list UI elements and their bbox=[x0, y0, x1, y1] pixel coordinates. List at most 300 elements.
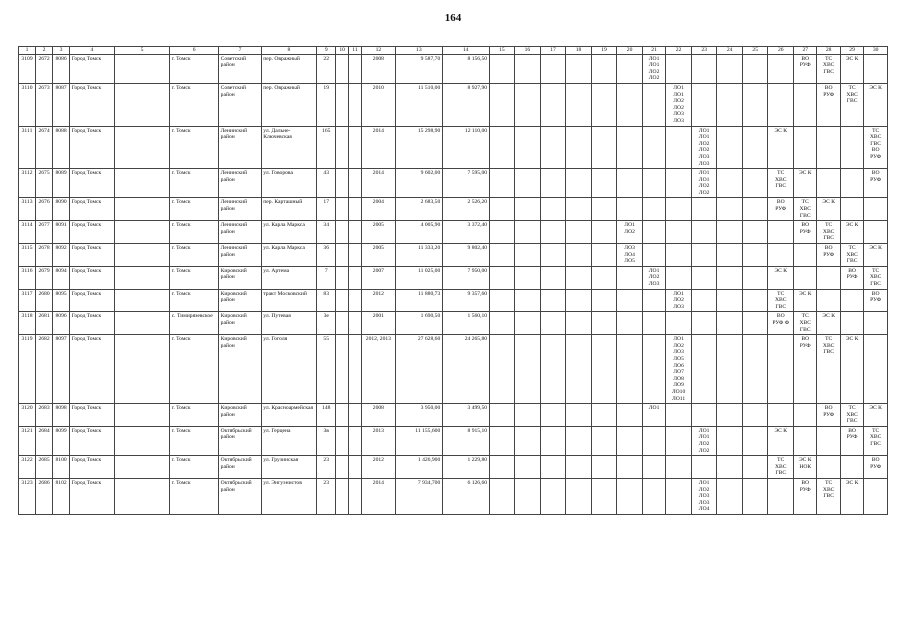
cell-col-16 bbox=[515, 335, 541, 404]
cell-col-10 bbox=[336, 312, 349, 335]
cell-col-19 bbox=[591, 312, 617, 335]
cell-col-1: 3110 bbox=[19, 83, 36, 126]
column-header-28: 28 bbox=[817, 47, 840, 55]
cell-col-14: 8 915,10 bbox=[442, 426, 489, 455]
cell-col-2: 2672 bbox=[36, 54, 53, 83]
cell-col-16 bbox=[515, 426, 541, 455]
cell-col-29 bbox=[840, 456, 863, 479]
cell-col-10 bbox=[336, 198, 349, 221]
table-row bbox=[19, 456, 888, 479]
column-header-25: 25 bbox=[742, 47, 768, 55]
cell-col-3: 8098 bbox=[53, 404, 70, 427]
cell-col-28: ВО РУФ bbox=[817, 83, 840, 126]
cell-col-12: 2014 bbox=[361, 126, 395, 169]
cell-col-29: ВО РУФ bbox=[840, 266, 863, 289]
cell-col-1: 3123 bbox=[19, 479, 36, 515]
cell-col-5 bbox=[114, 198, 169, 221]
cell-col-8: ул. Гоголя bbox=[261, 335, 316, 404]
cell-col-9: 7 bbox=[317, 266, 336, 289]
cell-col-19 bbox=[591, 221, 617, 244]
cell-col-30 bbox=[864, 221, 888, 244]
cell-col-25 bbox=[742, 404, 768, 427]
cell-col-29: ЭС К bbox=[840, 54, 863, 83]
cell-col-1: 3116 bbox=[19, 266, 36, 289]
cell-col-17 bbox=[540, 289, 566, 312]
cell-col-20 bbox=[617, 169, 643, 198]
cell-col-27 bbox=[794, 404, 817, 427]
column-header-6: 6 bbox=[170, 47, 219, 55]
cell-col-21: ЛО1 ЛО2 ЛО3 bbox=[642, 266, 665, 289]
cell-col-25 bbox=[742, 266, 768, 289]
column-header-1: 1 bbox=[19, 47, 36, 55]
cell-col-4: Город Томск bbox=[70, 426, 115, 455]
column-header-19: 19 bbox=[591, 47, 617, 55]
cell-col-7: Октябрьский район bbox=[219, 456, 262, 479]
cell-col-21: ЛО1 ЛО1 ЛО2 ЛО2 bbox=[642, 54, 665, 83]
cell-col-8: ул. Красноармейская bbox=[261, 404, 316, 427]
cell-col-21 bbox=[642, 244, 665, 267]
cell-col-4: Город Томск bbox=[70, 126, 115, 169]
cell-col-18 bbox=[566, 126, 592, 169]
cell-col-2: 2684 bbox=[36, 426, 53, 455]
cell-col-13: 11 333,20 bbox=[395, 244, 442, 267]
cell-col-1: 3118 bbox=[19, 312, 36, 335]
column-header-3: 3 bbox=[53, 47, 70, 55]
cell-col-13: 11 025,00 bbox=[395, 266, 442, 289]
cell-col-1: 3120 bbox=[19, 404, 36, 427]
cell-col-26 bbox=[768, 221, 794, 244]
cell-col-12: 2013 bbox=[361, 426, 395, 455]
cell-col-29 bbox=[840, 126, 863, 169]
cell-col-8: ул. Карла Маркса bbox=[261, 221, 316, 244]
column-header-16: 16 bbox=[515, 47, 541, 55]
cell-col-28: ЭС К bbox=[817, 312, 840, 335]
cell-col-5 bbox=[114, 289, 169, 312]
cell-col-18 bbox=[566, 169, 592, 198]
cell-col-14: 9 802,40 bbox=[442, 244, 489, 267]
cell-col-24 bbox=[717, 169, 743, 198]
cell-col-24 bbox=[717, 456, 743, 479]
cell-col-4: Город Томск bbox=[70, 456, 115, 479]
cell-col-3: 8095 bbox=[53, 289, 70, 312]
table-row bbox=[19, 289, 888, 312]
cell-col-13: 4 005,90 bbox=[395, 221, 442, 244]
cell-col-3: 8091 bbox=[53, 221, 70, 244]
cell-col-2: 2673 bbox=[36, 83, 53, 126]
cell-col-8: тракт Московский bbox=[261, 289, 316, 312]
cell-col-17 bbox=[540, 266, 566, 289]
cell-col-12: 2008 bbox=[361, 404, 395, 427]
cell-col-12: 2004 bbox=[361, 198, 395, 221]
cell-col-28 bbox=[817, 266, 840, 289]
cell-col-20 bbox=[617, 198, 643, 221]
cell-col-6: г. Томск bbox=[170, 244, 219, 267]
cell-col-21: ЛО1 bbox=[642, 404, 665, 427]
cell-col-22 bbox=[666, 244, 692, 267]
cell-col-10 bbox=[336, 456, 349, 479]
cell-col-26 bbox=[768, 244, 794, 267]
cell-col-2: 2685 bbox=[36, 456, 53, 479]
cell-col-20 bbox=[617, 83, 643, 126]
cell-col-21 bbox=[642, 456, 665, 479]
cell-col-24 bbox=[717, 244, 743, 267]
cell-col-9: 3в bbox=[317, 426, 336, 455]
cell-col-3: 8089 bbox=[53, 169, 70, 198]
cell-col-14: 7 950,00 bbox=[442, 266, 489, 289]
cell-col-11 bbox=[349, 289, 362, 312]
cell-col-22: ЛО1 ЛО1 ЛО2 ЛО2 ЛО3 ЛО3 bbox=[666, 83, 692, 126]
cell-col-3: 8099 bbox=[53, 426, 70, 455]
cell-col-17 bbox=[540, 126, 566, 169]
cell-col-22 bbox=[666, 456, 692, 479]
cell-col-11 bbox=[349, 426, 362, 455]
cell-col-29 bbox=[840, 169, 863, 198]
cell-col-13: 3 950,00 bbox=[395, 404, 442, 427]
cell-col-25 bbox=[742, 289, 768, 312]
cell-col-7: Ленинский район bbox=[219, 244, 262, 267]
cell-col-16 bbox=[515, 244, 541, 267]
cell-col-28 bbox=[817, 126, 840, 169]
cell-col-17 bbox=[540, 221, 566, 244]
column-header-23: 23 bbox=[691, 47, 717, 55]
column-header-2: 2 bbox=[36, 47, 53, 55]
cell-col-30 bbox=[864, 198, 888, 221]
cell-col-9: 55 bbox=[317, 335, 336, 404]
cell-col-11 bbox=[349, 456, 362, 479]
cell-col-22 bbox=[666, 312, 692, 335]
cell-col-30: ВО РУФ bbox=[864, 456, 888, 479]
cell-col-27 bbox=[794, 426, 817, 455]
cell-col-13: 1 426,900 bbox=[395, 456, 442, 479]
cell-col-13: 11 155,600 bbox=[395, 426, 442, 455]
cell-col-1: 3112 bbox=[19, 169, 36, 198]
table-row bbox=[19, 312, 888, 335]
cell-col-23 bbox=[691, 335, 717, 404]
cell-col-12: 2010 bbox=[361, 83, 395, 126]
cell-col-6: г. Томск bbox=[170, 54, 219, 83]
cell-col-27: ТС ХВС ГВС bbox=[794, 198, 817, 221]
cell-col-19 bbox=[591, 335, 617, 404]
cell-col-4: Город Томск bbox=[70, 54, 115, 83]
cell-col-11 bbox=[349, 54, 362, 83]
table-row bbox=[19, 404, 888, 427]
cell-col-8: ул. Путевая bbox=[261, 312, 316, 335]
cell-col-1: 3109 bbox=[19, 54, 36, 83]
cell-col-23 bbox=[691, 221, 717, 244]
cell-col-10 bbox=[336, 221, 349, 244]
cell-col-17 bbox=[540, 456, 566, 479]
cell-col-8: ул. Дальне-Ключевская bbox=[261, 126, 316, 169]
cell-col-11 bbox=[349, 312, 362, 335]
cell-col-24 bbox=[717, 83, 743, 126]
cell-col-3: 8096 bbox=[53, 312, 70, 335]
cell-col-24 bbox=[717, 54, 743, 83]
cell-col-8: ул. Говорова bbox=[261, 169, 316, 198]
cell-col-19 bbox=[591, 126, 617, 169]
cell-col-7: Советский район bbox=[219, 83, 262, 126]
cell-col-11 bbox=[349, 83, 362, 126]
cell-col-10 bbox=[336, 289, 349, 312]
cell-col-28: ВО РУФ bbox=[817, 404, 840, 427]
cell-col-16 bbox=[515, 479, 541, 515]
cell-col-26: ЭС К bbox=[768, 126, 794, 169]
cell-col-3: 8086 bbox=[53, 54, 70, 83]
cell-col-20: ЛО1 ЛО2 bbox=[617, 221, 643, 244]
cell-col-15 bbox=[489, 221, 515, 244]
cell-col-7: Кировский район bbox=[219, 335, 262, 404]
cell-col-23 bbox=[691, 456, 717, 479]
cell-col-22 bbox=[666, 169, 692, 198]
cell-col-23: ЛО1 ЛО1 ЛО2 ЛО2 bbox=[691, 169, 717, 198]
cell-col-24 bbox=[717, 126, 743, 169]
cell-col-8: пер. Овражный bbox=[261, 83, 316, 126]
cell-col-16 bbox=[515, 266, 541, 289]
cell-col-6: г. Томск bbox=[170, 126, 219, 169]
cell-col-29: ЭС К bbox=[840, 221, 863, 244]
cell-col-5 bbox=[114, 479, 169, 515]
cell-col-8: пер. Карташный bbox=[261, 198, 316, 221]
cell-col-30: ТС ХВС ГВС bbox=[864, 426, 888, 455]
cell-col-9: 23 bbox=[317, 479, 336, 515]
cell-col-15 bbox=[489, 83, 515, 126]
cell-col-18 bbox=[566, 221, 592, 244]
cell-col-24 bbox=[717, 312, 743, 335]
cell-col-16 bbox=[515, 312, 541, 335]
column-header-11: 11 bbox=[349, 47, 362, 55]
cell-col-5 bbox=[114, 426, 169, 455]
cell-col-20 bbox=[617, 404, 643, 427]
cell-col-26 bbox=[768, 83, 794, 126]
cell-col-27: ЭС К bbox=[794, 289, 817, 312]
cell-col-15 bbox=[489, 266, 515, 289]
cell-col-3: 8092 bbox=[53, 244, 70, 267]
cell-col-13: 15 298,90 bbox=[395, 126, 442, 169]
cell-col-14: 24 265,80 bbox=[442, 335, 489, 404]
cell-col-29 bbox=[840, 289, 863, 312]
cell-col-4: Город Томск bbox=[70, 244, 115, 267]
cell-col-23 bbox=[691, 198, 717, 221]
cell-col-29: ЭС К bbox=[840, 479, 863, 515]
cell-col-9: 36 bbox=[317, 244, 336, 267]
cell-col-24 bbox=[717, 404, 743, 427]
cell-col-1: 3115 bbox=[19, 244, 36, 267]
cell-col-18 bbox=[566, 244, 592, 267]
cell-col-23 bbox=[691, 54, 717, 83]
table-row bbox=[19, 244, 888, 267]
table-row bbox=[19, 335, 888, 404]
table-row bbox=[19, 266, 888, 289]
cell-col-5 bbox=[114, 126, 169, 169]
cell-col-24 bbox=[717, 479, 743, 515]
cell-col-23: ЛО1 ЛО1 ЛО2 ЛО2 bbox=[691, 426, 717, 455]
cell-col-22 bbox=[666, 404, 692, 427]
cell-col-8: ул. Грузинская bbox=[261, 456, 316, 479]
cell-col-10 bbox=[336, 54, 349, 83]
column-header-30: 30 bbox=[864, 47, 888, 55]
cell-col-16 bbox=[515, 221, 541, 244]
cell-col-18 bbox=[566, 456, 592, 479]
page-number: 164 bbox=[444, 12, 462, 24]
cell-col-4: Город Томск bbox=[70, 83, 115, 126]
cell-col-19 bbox=[591, 456, 617, 479]
cell-col-23 bbox=[691, 244, 717, 267]
cell-col-11 bbox=[349, 335, 362, 404]
cell-col-18 bbox=[566, 198, 592, 221]
cell-col-10 bbox=[336, 126, 349, 169]
table-row bbox=[19, 426, 888, 455]
cell-col-19 bbox=[591, 54, 617, 83]
cell-col-30: ТС ХВС ГВС bbox=[864, 266, 888, 289]
cell-col-18 bbox=[566, 289, 592, 312]
cell-col-27: ТС ХВС ГВС bbox=[794, 312, 817, 335]
cell-col-3: 8090 bbox=[53, 198, 70, 221]
cell-col-26 bbox=[768, 54, 794, 83]
cell-col-7: Кировский район bbox=[219, 404, 262, 427]
cell-col-17 bbox=[540, 83, 566, 126]
cell-col-3: 8100 bbox=[53, 456, 70, 479]
cell-col-21 bbox=[642, 289, 665, 312]
cell-col-5 bbox=[114, 335, 169, 404]
cell-col-24 bbox=[717, 289, 743, 312]
cell-col-28 bbox=[817, 289, 840, 312]
cell-col-17 bbox=[540, 169, 566, 198]
cell-col-19 bbox=[591, 244, 617, 267]
cell-col-20 bbox=[617, 289, 643, 312]
cell-col-28: ВО РУФ bbox=[817, 244, 840, 267]
cell-col-22 bbox=[666, 54, 692, 83]
cell-col-6: г. Томск bbox=[170, 479, 219, 515]
cell-col-25 bbox=[742, 198, 768, 221]
cell-col-27: ВО РУФ bbox=[794, 335, 817, 404]
cell-col-27: ЭС К НОК bbox=[794, 456, 817, 479]
cell-col-30: ВО РУФ bbox=[864, 169, 888, 198]
cell-col-27: ВО РУФ bbox=[794, 221, 817, 244]
cell-col-12: 2014 bbox=[361, 479, 395, 515]
cell-col-14: 7 595,00 bbox=[442, 169, 489, 198]
cell-col-6: г. Томск bbox=[170, 169, 219, 198]
cell-col-13: 9 587,70 bbox=[395, 54, 442, 83]
cell-col-28 bbox=[817, 169, 840, 198]
cell-col-15 bbox=[489, 312, 515, 335]
cell-col-9: 83 bbox=[317, 289, 336, 312]
cell-col-15 bbox=[489, 198, 515, 221]
cell-col-11 bbox=[349, 126, 362, 169]
cell-col-18 bbox=[566, 335, 592, 404]
cell-col-3: 8097 bbox=[53, 335, 70, 404]
cell-col-4: Город Томск bbox=[70, 335, 115, 404]
cell-col-12: 2012 bbox=[361, 456, 395, 479]
cell-col-2: 2680 bbox=[36, 289, 53, 312]
cell-col-14: 6 126,60 bbox=[442, 479, 489, 515]
cell-col-25 bbox=[742, 479, 768, 515]
cell-col-14: 3 372,40 bbox=[442, 221, 489, 244]
cell-col-8: ул. Энгуэнистов bbox=[261, 479, 316, 515]
cell-col-5 bbox=[114, 456, 169, 479]
cell-col-9: 22 bbox=[317, 54, 336, 83]
cell-col-22 bbox=[666, 221, 692, 244]
cell-col-27 bbox=[794, 266, 817, 289]
cell-col-2: 2677 bbox=[36, 221, 53, 244]
cell-col-7: Кировский район bbox=[219, 266, 262, 289]
cell-col-21 bbox=[642, 479, 665, 515]
cell-col-11 bbox=[349, 404, 362, 427]
cell-col-16 bbox=[515, 54, 541, 83]
cell-col-21 bbox=[642, 198, 665, 221]
cell-col-20 bbox=[617, 312, 643, 335]
cell-col-13: 11 880,73 bbox=[395, 289, 442, 312]
cell-col-6: с. Тимирязевское bbox=[170, 312, 219, 335]
cell-col-22: ЛО1 ЛО2 ЛО3 bbox=[666, 289, 692, 312]
cell-col-23 bbox=[691, 404, 717, 427]
cell-col-4: Город Томск bbox=[70, 169, 115, 198]
cell-col-4: Город Томск bbox=[70, 479, 115, 515]
cell-col-20 bbox=[617, 266, 643, 289]
cell-col-15 bbox=[489, 479, 515, 515]
cell-col-28: ЭС К bbox=[817, 198, 840, 221]
cell-col-13: 7 934,700 bbox=[395, 479, 442, 515]
column-header-5: 5 bbox=[114, 47, 169, 55]
cell-col-25 bbox=[742, 312, 768, 335]
cell-col-16 bbox=[515, 83, 541, 126]
cell-col-22 bbox=[666, 126, 692, 169]
cell-col-23 bbox=[691, 289, 717, 312]
cell-col-26: ЭС К bbox=[768, 266, 794, 289]
column-header-24: 24 bbox=[717, 47, 743, 55]
cell-col-9: 3е bbox=[317, 312, 336, 335]
cell-col-9: 148 bbox=[317, 404, 336, 427]
cell-col-29: ВО РУФ bbox=[840, 426, 863, 455]
cell-col-23 bbox=[691, 266, 717, 289]
cell-col-2: 2683 bbox=[36, 404, 53, 427]
cell-col-19 bbox=[591, 426, 617, 455]
cell-col-26 bbox=[768, 479, 794, 515]
column-header-14: 14 bbox=[442, 47, 489, 55]
cell-col-14: 2 526,20 bbox=[442, 198, 489, 221]
cell-col-26: ВО РУФ Ф bbox=[768, 312, 794, 335]
cell-col-12: 2012 bbox=[361, 289, 395, 312]
cell-col-28 bbox=[817, 426, 840, 455]
cell-col-5 bbox=[114, 244, 169, 267]
cell-col-19 bbox=[591, 479, 617, 515]
cell-col-17 bbox=[540, 244, 566, 267]
column-header-20: 20 bbox=[617, 47, 643, 55]
cell-col-26: ЭС К bbox=[768, 426, 794, 455]
cell-col-12: 2012, 2013 bbox=[361, 335, 395, 404]
table-row bbox=[19, 221, 888, 244]
cell-col-7: Ленинский район bbox=[219, 169, 262, 198]
table-row bbox=[19, 83, 888, 126]
header-row bbox=[19, 47, 888, 55]
registry-table bbox=[18, 46, 888, 515]
cell-col-6: г. Томск bbox=[170, 289, 219, 312]
cell-col-23 bbox=[691, 83, 717, 126]
cell-col-10 bbox=[336, 404, 349, 427]
cell-col-18 bbox=[566, 83, 592, 126]
cell-col-5 bbox=[114, 54, 169, 83]
cell-col-29: ЭС К bbox=[840, 335, 863, 404]
cell-col-4: Город Томск bbox=[70, 289, 115, 312]
cell-col-19 bbox=[591, 404, 617, 427]
cell-col-21 bbox=[642, 169, 665, 198]
cell-col-10 bbox=[336, 266, 349, 289]
cell-col-27 bbox=[794, 83, 817, 126]
cell-col-1: 3119 bbox=[19, 335, 36, 404]
cell-col-7: Октябрьский район bbox=[219, 479, 262, 515]
cell-col-7: Ленинский район bbox=[219, 126, 262, 169]
cell-col-15 bbox=[489, 335, 515, 404]
cell-col-22 bbox=[666, 426, 692, 455]
cell-col-10 bbox=[336, 169, 349, 198]
